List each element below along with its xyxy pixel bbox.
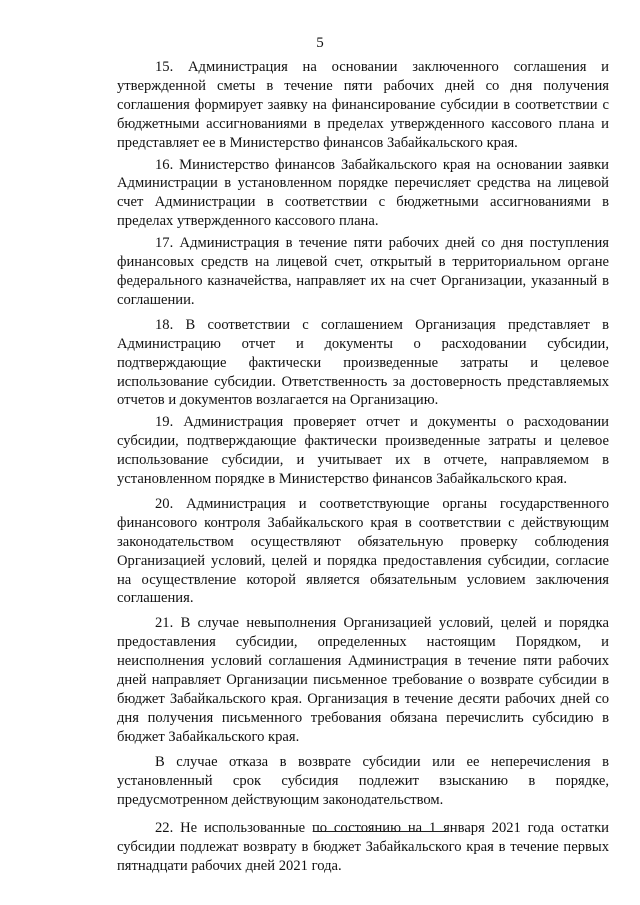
document-body xyxy=(117,58,609,876)
paragraph-16: 16. Министерство финансов Забайкальского края на основании заявки Администрации в установленном порядке перечисляет средства на лицевой счет Администрации в соответствии с бюджетными ассигнованиями в пределах утвержденного кассового плана. xyxy=(117,156,609,230)
paragraph-22: 22. Не использованные по состоянию на 1 января 2021 года остатки субсидии подлежат возврату в бюджет Забайкальского края в течение первых пятнадцати рабочих дней 2021 года. xyxy=(117,820,609,875)
paragraph-19: 19. Администрация проверяет отчет и документы о расходовании субсидии, подтверждающие фактически произведенные затраты и целевое использование субсидии, и учитывает их в отчете, направляемом в установленном порядке в Министерство финансов Забайкальского края. xyxy=(117,414,609,488)
paragraph-20: 20. Администрация и соответствующие органы государственного финансового контроля Забайкальского края в соответствии с действующим законодательством осуществляют обязательную проверку соблюдения Организацией условий, целей и порядка предоставления субсидии, согласие на осуществление которой является обязательным условием заключения соглашения. xyxy=(117,495,609,607)
paragraph-18: 18. В соответствии с соглашением Организация представляет в Администрацию отчет и документы о расходовании субсидии, подтверждающие фактически произведенные затраты и целевое использование субсидии. Ответственность за достоверность представляемых отчетов и документов возлагается на Организацию. xyxy=(117,316,609,409)
paragraph-17: 17. Администрация в течение пяти рабочих дней со дня поступления финансовых средств на лицевой счет, открытый в территориальном органе федерального казначейства, направляет их на счет Организации, указанный в соглашении. xyxy=(117,235,609,308)
end-of-text-rule xyxy=(314,831,448,832)
paragraph-21: 21. В случае невыполнения Организацией условий, целей и порядка предоставления субсидии, определенных настоящим Порядком, и неисполнения условий соглашения Администрация в течение пяти рабочих дней направляет Организации письменное требование о возврате субсидии в бюджет Забайкальского края. Организация в течение десяти рабочих дней со дня получения письменного требования обязана перечислить субсидию в бюджет Забайкальского края. xyxy=(117,615,609,745)
page-number: 5 xyxy=(316,35,324,51)
paragraph-21-continuation: В случае отказа в возврате субсидии или ее неперечисления в установленный срок субсидия подлежит взысканию в порядке, предусмотренном действующим законодательством. xyxy=(117,753,609,808)
paragraph-15: 15. Администрация на основании заключенного соглашения и утвержденной сметы в течение пяти рабочих дней со дня получения соглашения формирует заявку на финансирование субсидии в соответствии с бюджетными ассигнованиями в пределах утвержденного кассового плана и представляет ее в Министерство финансов Забайкальского края. xyxy=(117,59,609,151)
